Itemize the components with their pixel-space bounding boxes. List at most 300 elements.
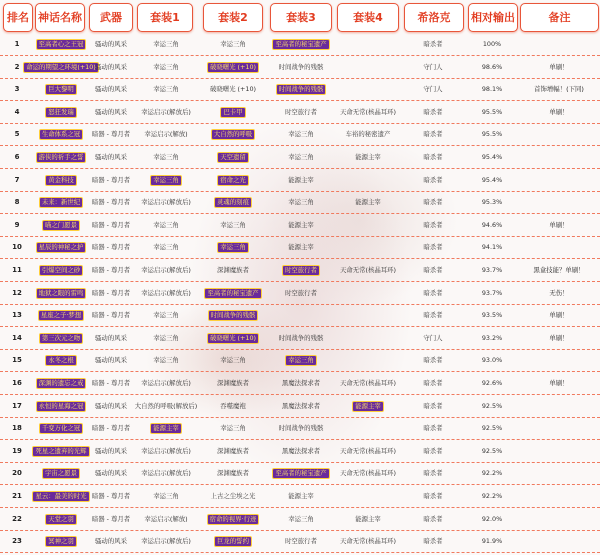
cell-set1 bbox=[137, 79, 195, 100]
cell-relative-output bbox=[468, 531, 516, 552]
cell-siroco bbox=[404, 509, 462, 530]
cell-relative-output bbox=[468, 237, 516, 258]
cell-weapon bbox=[89, 373, 133, 394]
cell-set3-text: 能源主宰 bbox=[288, 220, 314, 229]
cell-set4-text: 天命无常(核晶耳环) bbox=[339, 469, 397, 478]
cell-siroco-text: 暗杀者 bbox=[423, 288, 443, 297]
cell-rank-text: 17 bbox=[12, 401, 22, 410]
cell-set2 bbox=[200, 147, 266, 168]
cell-rank-text: 4 bbox=[14, 107, 20, 116]
cell-set4 bbox=[336, 350, 400, 371]
cell-mythic-name bbox=[35, 283, 87, 304]
cell-set3-text: 能源主宰 bbox=[288, 175, 314, 184]
cell-relative-output bbox=[468, 283, 516, 304]
cell-set1-text: 大自然的呼吸(解放后) bbox=[134, 401, 198, 410]
cell-weapon-text: 骚动的风采 bbox=[95, 153, 127, 161]
cell-siroco-text: 暗杀者 bbox=[423, 446, 443, 455]
table-row bbox=[0, 373, 600, 395]
cell-notes bbox=[520, 34, 598, 55]
cell-siroco-text: 暗杀者 bbox=[423, 356, 443, 365]
table-row bbox=[0, 509, 600, 531]
cell-weapon-text: 暗器 - 尊月者 bbox=[91, 175, 131, 184]
cell-set1 bbox=[137, 57, 195, 78]
header-notes[interactable]: 备注 bbox=[520, 3, 599, 32]
cell-set2-text: 幸运三角 bbox=[220, 424, 246, 433]
cell-mythic-name-text: 宇宙之愿景 bbox=[45, 469, 77, 478]
cell-set1 bbox=[137, 215, 195, 236]
cell-mythic-name-text: 引爆空间之砂 bbox=[41, 266, 81, 274]
cell-siroco bbox=[404, 373, 462, 394]
cell-rank bbox=[3, 170, 31, 191]
cell-weapon bbox=[89, 441, 133, 462]
cell-set1 bbox=[137, 283, 195, 304]
cell-siroco bbox=[404, 34, 462, 55]
cell-set3 bbox=[268, 463, 334, 484]
cell-notes bbox=[520, 215, 598, 236]
cell-notes-text: 首饰增幅！(下同) bbox=[534, 85, 584, 94]
cell-mythic-name bbox=[35, 373, 87, 394]
cell-weapon bbox=[89, 57, 133, 78]
cell-siroco-text: 守门人 bbox=[423, 333, 443, 342]
cell-siroco-text: 暗杀者 bbox=[423, 469, 443, 478]
cell-mythic-name bbox=[35, 509, 87, 530]
header-siroco[interactable]: 希洛克 bbox=[404, 3, 464, 32]
cell-mythic-name-text: 星座之子·梦想 bbox=[40, 311, 82, 320]
cell-rank-text: 12 bbox=[12, 288, 22, 297]
cell-set3 bbox=[268, 486, 334, 507]
cell-set3 bbox=[268, 350, 334, 371]
cell-set1 bbox=[137, 486, 195, 507]
cell-set2-text: 上古之尘埃之光 bbox=[210, 492, 256, 500]
cell-set4-text: 车裕的秘密遗产 bbox=[345, 130, 391, 139]
cell-set2-text: 深渊魔族者 bbox=[217, 469, 249, 478]
cell-relative-output-text: 94.6% bbox=[481, 220, 503, 229]
table-row bbox=[0, 237, 600, 259]
cell-rank bbox=[3, 328, 31, 349]
header-set1[interactable]: 套装1 bbox=[137, 3, 193, 32]
cell-set3 bbox=[268, 328, 334, 349]
cell-siroco-text: 暗杀者 bbox=[423, 153, 443, 161]
cell-notes-text: 黑盒技能？单刷！ bbox=[533, 266, 585, 274]
cell-set3-text: 时间战争的残骸 bbox=[278, 333, 324, 342]
cell-weapon-text: 暗器 - 尊月者 bbox=[91, 492, 131, 500]
cell-rank-text: 18 bbox=[12, 424, 22, 433]
cell-relative-output-text: 91.9% bbox=[481, 537, 503, 546]
cell-notes bbox=[520, 305, 598, 326]
cell-set4 bbox=[336, 147, 400, 168]
cell-notes bbox=[520, 441, 598, 462]
cell-weapon bbox=[89, 418, 133, 439]
cell-set3-text: 至高者的秘宝遗产 bbox=[275, 40, 327, 48]
cell-weapon bbox=[89, 147, 133, 168]
cell-siroco bbox=[404, 283, 462, 304]
cell-weapon-text: 骚动的风采 bbox=[95, 62, 127, 71]
cell-set3 bbox=[268, 237, 334, 258]
cell-weapon bbox=[89, 463, 133, 484]
cell-notes-text: 单刷！ bbox=[549, 379, 569, 387]
table-row bbox=[0, 486, 600, 508]
cell-set1 bbox=[137, 147, 195, 168]
cell-set3-text: 幸运三角 bbox=[288, 153, 314, 161]
cell-weapon-text: 暗器 - 尊月者 bbox=[91, 266, 131, 274]
cell-set4 bbox=[336, 328, 400, 349]
cell-mythic-name bbox=[35, 124, 87, 145]
cell-set2 bbox=[200, 57, 266, 78]
cell-relative-output-text: 95.4% bbox=[481, 153, 503, 161]
header-set2[interactable]: 套装2 bbox=[203, 3, 263, 32]
table-row bbox=[0, 305, 600, 327]
cell-set4 bbox=[336, 260, 400, 281]
header-set3[interactable]: 套装3 bbox=[270, 3, 332, 32]
cell-rank bbox=[3, 350, 31, 371]
cell-rank-text: 22 bbox=[12, 514, 22, 523]
cell-set1 bbox=[137, 170, 195, 191]
cell-set4-text: 天命无常(核晶耳环) bbox=[339, 266, 397, 274]
cell-rank bbox=[3, 102, 31, 123]
cell-mythic-name bbox=[35, 463, 87, 484]
cell-set1-text: 幸运启示(解放后) bbox=[141, 288, 191, 297]
cell-set2-text: 大自然的呼吸 bbox=[213, 130, 253, 139]
cell-rank-text: 10 bbox=[12, 243, 22, 252]
cell-relative-output-text: 98.6% bbox=[481, 62, 503, 71]
cell-weapon-text: 骚动的风采 bbox=[95, 469, 127, 478]
cell-mythic-name bbox=[35, 350, 87, 371]
cell-mythic-name-text: 游侠的祈手之誓 bbox=[38, 153, 84, 161]
cell-rank bbox=[3, 531, 31, 552]
cell-set1 bbox=[137, 305, 195, 326]
cell-relative-output-text: 92.5% bbox=[481, 401, 503, 410]
cell-mythic-name bbox=[35, 170, 87, 191]
cell-notes bbox=[520, 124, 598, 145]
cell-set1 bbox=[137, 124, 195, 145]
cell-relative-output-text: 92.0% bbox=[481, 514, 503, 523]
cell-weapon bbox=[89, 215, 133, 236]
cell-set2 bbox=[200, 396, 266, 417]
cell-set1 bbox=[137, 531, 195, 552]
cell-set3-text: 时空旅行者 bbox=[285, 266, 317, 274]
cell-set3 bbox=[268, 147, 334, 168]
cell-set2-text: 时间战争的残骸 bbox=[210, 311, 256, 320]
table-row bbox=[0, 215, 600, 237]
cell-weapon bbox=[89, 34, 133, 55]
cell-set4 bbox=[336, 170, 400, 191]
cell-set2 bbox=[200, 260, 266, 281]
table-row bbox=[0, 124, 600, 146]
cell-siroco-text: 守门人 bbox=[423, 85, 443, 94]
cell-set3 bbox=[268, 260, 334, 281]
cell-mythic-name-text: 深渊的遗忘之戒 bbox=[38, 379, 84, 387]
cell-rank-text: 16 bbox=[12, 379, 22, 387]
cell-mythic-name-text: 冥神之羽 bbox=[48, 537, 74, 546]
cell-mythic-name-text: 千变万化之冠 bbox=[41, 424, 81, 433]
cell-rank bbox=[3, 192, 31, 213]
cell-relative-output-text: 92.2% bbox=[481, 492, 503, 500]
cell-set3-text: 黑魔法探求者 bbox=[281, 446, 321, 455]
cell-siroco bbox=[404, 328, 462, 349]
table-row bbox=[0, 260, 600, 282]
cell-set3 bbox=[268, 509, 334, 530]
cell-mythic-name bbox=[35, 531, 87, 552]
cell-set2 bbox=[200, 192, 266, 213]
cell-set2 bbox=[200, 170, 266, 191]
cell-relative-output bbox=[468, 260, 516, 281]
cell-set2 bbox=[200, 237, 266, 258]
cell-set3-text: 至高者的秘宝遗产 bbox=[275, 469, 327, 478]
cell-set1 bbox=[137, 102, 195, 123]
cell-set3 bbox=[268, 34, 334, 55]
cell-set2 bbox=[200, 283, 266, 304]
cell-rank bbox=[3, 147, 31, 168]
cell-relative-output bbox=[468, 509, 516, 530]
cell-relative-output-text: 95.4% bbox=[481, 175, 503, 184]
cell-weapon-text: 暗器 - 尊月者 bbox=[91, 288, 131, 297]
cell-notes bbox=[520, 102, 598, 123]
cell-rank bbox=[3, 486, 31, 507]
cell-relative-output-text: 93.7% bbox=[481, 266, 503, 274]
cell-set1 bbox=[134, 396, 198, 417]
cell-weapon bbox=[89, 237, 133, 258]
cell-set1 bbox=[137, 192, 195, 213]
table-row bbox=[0, 147, 600, 169]
cell-relative-output-text: 92.2% bbox=[481, 469, 503, 478]
table-row bbox=[0, 192, 600, 214]
cell-set3 bbox=[268, 441, 334, 462]
cell-mythic-name bbox=[35, 79, 87, 100]
cell-weapon bbox=[89, 396, 133, 417]
cell-weapon bbox=[89, 509, 133, 530]
cell-weapon bbox=[89, 531, 133, 552]
cell-siroco-text: 暗杀者 bbox=[423, 401, 443, 410]
cell-rank-text: 7 bbox=[14, 175, 20, 184]
cell-set3-text: 能源主宰 bbox=[288, 243, 314, 252]
cell-set4 bbox=[336, 418, 400, 439]
cell-weapon-text: 骚动的风采 bbox=[95, 356, 127, 365]
cell-set4 bbox=[336, 463, 400, 484]
cell-set4 bbox=[336, 396, 400, 417]
cell-weapon bbox=[89, 170, 133, 191]
cell-siroco-text: 暗杀者 bbox=[423, 311, 443, 320]
cell-rank bbox=[3, 237, 31, 258]
table-row bbox=[0, 57, 600, 79]
cell-mythic-name-text: 第三次元之吻 bbox=[41, 333, 81, 342]
cell-rank-text: 9 bbox=[14, 220, 20, 229]
cell-set1-text: 幸运启示(解放后) bbox=[141, 469, 191, 478]
cell-rank-text: 2 bbox=[14, 62, 20, 71]
cell-set1-text: 幸运三角 bbox=[153, 356, 179, 365]
cell-notes bbox=[520, 418, 598, 439]
cell-relative-output-text: 94.1% bbox=[481, 243, 503, 252]
cell-mythic-name bbox=[35, 305, 87, 326]
cell-siroco-text: 暗杀者 bbox=[423, 266, 443, 274]
cell-set3-text: 幸运三角 bbox=[288, 514, 314, 523]
cell-notes bbox=[520, 531, 598, 552]
cell-notes bbox=[520, 192, 598, 213]
cell-siroco bbox=[404, 170, 462, 191]
cell-set3-text: 时空旅行者 bbox=[285, 537, 317, 546]
cell-set2-text: 灵魂的刻痕 bbox=[217, 198, 249, 207]
cell-set4 bbox=[336, 34, 400, 55]
cell-set3 bbox=[268, 396, 334, 417]
header-relative-output[interactable]: 相对输出 bbox=[468, 3, 518, 32]
cell-set1-text: 幸运三角 bbox=[153, 175, 179, 184]
cell-set1-text: 幸运启示(解放后) bbox=[141, 446, 191, 455]
cell-siroco bbox=[404, 350, 462, 371]
cell-siroco-text: 暗杀者 bbox=[423, 40, 443, 48]
cell-relative-output-text: 98.1% bbox=[481, 85, 503, 94]
cell-weapon-text: 骚动的风采 bbox=[95, 107, 127, 116]
cell-set4 bbox=[336, 441, 400, 462]
cell-set3-text: 黑魔法探求者 bbox=[281, 379, 321, 387]
table-row bbox=[0, 441, 600, 463]
cell-set4 bbox=[336, 509, 400, 530]
cell-rank bbox=[3, 215, 31, 236]
cell-siroco bbox=[404, 441, 462, 462]
cell-relative-output bbox=[468, 418, 516, 439]
cell-set1-text: 幸运三角 bbox=[153, 311, 179, 320]
cell-set4-text: 天命无常(核晶耳环) bbox=[339, 107, 397, 116]
cell-rank bbox=[3, 418, 31, 439]
cell-set3-text: 时空旅行者 bbox=[285, 107, 317, 116]
cell-set3-text: 幸运三角 bbox=[288, 130, 314, 139]
cell-weapon bbox=[89, 305, 133, 326]
cell-notes bbox=[520, 147, 598, 168]
cell-siroco-text: 暗杀者 bbox=[423, 514, 443, 523]
cell-rank-text: 11 bbox=[12, 266, 22, 274]
cell-set2-text: 天空遗留 bbox=[220, 153, 246, 161]
cell-set2 bbox=[200, 418, 266, 439]
cell-siroco bbox=[404, 102, 462, 123]
cell-set4 bbox=[336, 215, 400, 236]
cell-set1-text: 幸运三角 bbox=[153, 153, 179, 161]
cell-set4 bbox=[336, 192, 400, 213]
cell-set2 bbox=[200, 124, 266, 145]
cell-set3-text: 时间战争的残骸 bbox=[278, 85, 324, 94]
cell-rank bbox=[3, 463, 31, 484]
cell-mythic-name bbox=[35, 192, 87, 213]
cell-mythic-name-text: 永冬之根 bbox=[48, 356, 74, 365]
table-row bbox=[0, 350, 600, 372]
cell-notes bbox=[520, 237, 598, 258]
cell-mythic-name bbox=[35, 418, 87, 439]
cell-set3-text: 时空旅行者 bbox=[285, 288, 317, 297]
cell-set3 bbox=[268, 170, 334, 191]
cell-siroco-text: 守门人 bbox=[423, 62, 443, 71]
cell-rank-text: 15 bbox=[12, 356, 22, 365]
cell-siroco-text: 暗杀者 bbox=[423, 198, 443, 207]
cell-weapon-text: 暗器 - 尊月者 bbox=[91, 424, 131, 433]
cell-notes bbox=[520, 396, 598, 417]
cell-relative-output bbox=[468, 441, 516, 462]
cell-rank bbox=[3, 509, 31, 530]
cell-set4 bbox=[336, 57, 400, 78]
cell-set1 bbox=[137, 350, 195, 371]
table-row bbox=[0, 396, 600, 418]
cell-set4 bbox=[336, 283, 400, 304]
header-set4[interactable]: 套装4 bbox=[337, 3, 399, 32]
cell-mythic-name bbox=[35, 102, 87, 123]
table-row bbox=[0, 170, 600, 192]
cell-weapon bbox=[89, 350, 133, 371]
cell-set2-text: 深渊魔族者 bbox=[217, 266, 249, 274]
cell-relative-output bbox=[468, 305, 516, 326]
cell-weapon-text: 骚动的风采 bbox=[95, 40, 127, 48]
cell-set4 bbox=[336, 486, 400, 507]
cell-rank-text: 14 bbox=[12, 333, 22, 342]
cell-rank bbox=[3, 396, 31, 417]
cell-mythic-name bbox=[35, 215, 87, 236]
cell-mythic-name-text: 喵之门愿景 bbox=[45, 220, 77, 229]
cell-set3 bbox=[268, 79, 334, 100]
cell-siroco bbox=[404, 418, 462, 439]
cell-mythic-name-text: 天堂之羽 bbox=[48, 514, 74, 523]
cell-notes bbox=[520, 350, 598, 371]
cell-relative-output-text: 95.5% bbox=[481, 107, 503, 116]
cell-mythic-name-text: 未来：新世纪 bbox=[41, 198, 81, 207]
cell-mythic-name bbox=[35, 396, 87, 417]
cell-set3-text: 能源主宰 bbox=[288, 492, 314, 500]
cell-set3-text: 幸运三角 bbox=[288, 356, 314, 365]
cell-set4-text: 天命无常(核晶耳环) bbox=[339, 537, 397, 546]
cell-set1-text: 幸运三角 bbox=[153, 333, 179, 342]
cell-relative-output bbox=[468, 350, 516, 371]
cell-relative-output bbox=[468, 463, 516, 484]
cell-set2-text: 幸运三角 bbox=[220, 356, 246, 365]
cell-weapon-text: 骚动的风采 bbox=[95, 446, 127, 455]
cell-set1 bbox=[137, 509, 195, 530]
cell-set2-text: 宿命的视界·行迹 bbox=[209, 514, 257, 523]
cell-set2 bbox=[200, 509, 266, 530]
cell-mythic-name-text: 星云：最美的时光 bbox=[35, 492, 87, 500]
cell-relative-output bbox=[468, 486, 516, 507]
header-rank[interactable]: 排名 bbox=[3, 3, 33, 32]
table-row bbox=[0, 34, 600, 56]
cell-siroco bbox=[404, 215, 462, 236]
cell-set4-text: 能源主宰 bbox=[355, 401, 381, 410]
cell-notes bbox=[520, 260, 598, 281]
cell-mythic-name-text: 命运的期望之环境(+10) bbox=[26, 62, 96, 71]
cell-set3 bbox=[268, 283, 334, 304]
cell-set4-text: 能源主宰 bbox=[355, 198, 381, 207]
cell-siroco bbox=[404, 463, 462, 484]
cell-set2-text: 幸运三角 bbox=[220, 40, 246, 48]
cell-set4 bbox=[336, 237, 400, 258]
cell-set2 bbox=[200, 34, 266, 55]
cell-relative-output-text: 93.0% bbox=[481, 356, 503, 365]
cell-set3 bbox=[268, 305, 334, 326]
cell-mythic-name-text: 生命体系之冠 bbox=[41, 130, 81, 139]
cell-set2 bbox=[200, 441, 266, 462]
cell-set4 bbox=[336, 531, 400, 552]
cell-rank-text: 3 bbox=[14, 85, 20, 94]
cell-relative-output bbox=[468, 147, 516, 168]
cell-notes bbox=[520, 79, 598, 100]
header-mythic-name[interactable]: 神话名称 bbox=[35, 3, 85, 32]
cell-set3 bbox=[268, 418, 334, 439]
cell-siroco bbox=[404, 396, 462, 417]
cell-notes bbox=[520, 509, 598, 530]
cell-weapon bbox=[89, 79, 133, 100]
cell-siroco-text: 暗杀者 bbox=[423, 379, 443, 387]
cell-rank-text: 20 bbox=[12, 469, 22, 478]
table-row bbox=[0, 418, 600, 440]
table-row bbox=[0, 463, 600, 485]
cell-set4 bbox=[336, 124, 400, 145]
cell-set2-text: 破晓曙光 (+10) bbox=[209, 333, 257, 342]
header-weapon[interactable]: 武器 bbox=[89, 3, 133, 32]
cell-relative-output bbox=[468, 373, 516, 394]
cell-set1-text: 幸运启示(解放后) bbox=[141, 266, 191, 274]
cell-rank bbox=[3, 260, 31, 281]
